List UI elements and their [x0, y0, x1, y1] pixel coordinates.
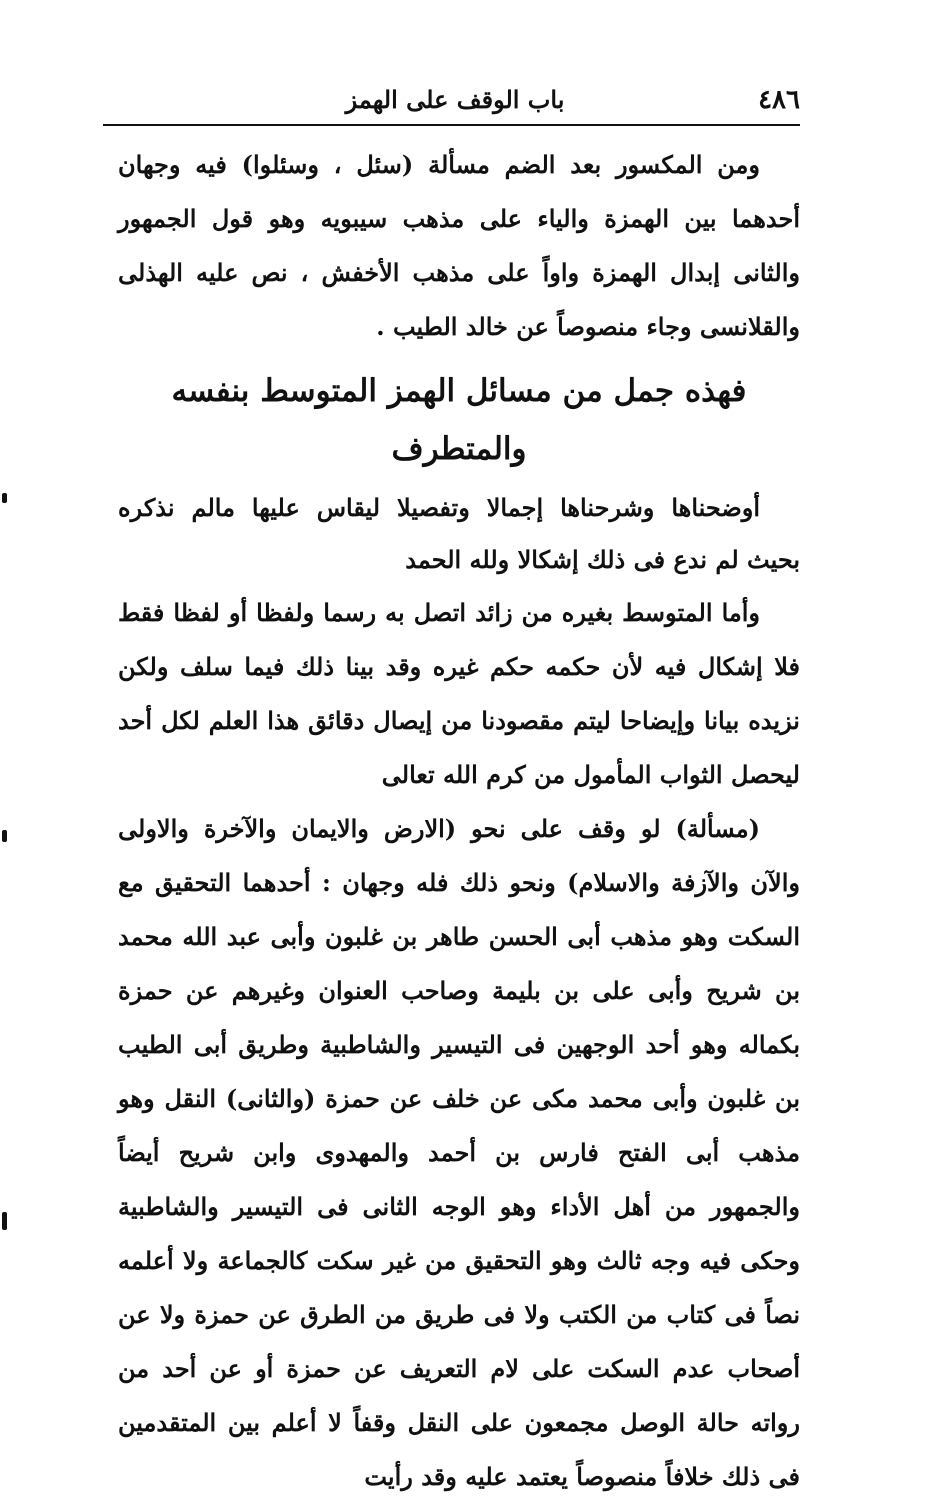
page-header: [110, 82, 800, 122]
margin-mark: [2, 493, 7, 503]
header-divider: [103, 124, 800, 126]
paragraph-masala-lam-tarif: (مسألة) لو وقف على نحو (الارض والايمان والآخرة والاولى والآن والآزفة والاسلام) ونحو ذلك فله وجهان : أحدهما التحقيق مع السكت وهو مذهب أبى الحسن طاهر بن غلبون وأبى عبد الله محمد بن شريح وأبى على بن بليمة وصاحب العنوان وغيرهم عن حمزة بكماله وهو أحد الوجهين فى التيسير والشاطبية وطريق أبى الطيب بن غلبون وأبى محمد مكى عن خلف عن حمزة (والثانى) النقل وهو مذهب أبى الفتح فارس بن أحمد والمهدوى وابن شريح أيضاً والجمهور من أهل الأداء وهو الوجه الثانى فى التيسير والشاطبية وحكى فيه وجه ثالث وهو التحقيق من غير سكت كالجماعة ولا أعلمه نصاً فى كتاب من الكتب ولا فى طريق من الطرق عن حمزة ولا عن أصحاب عدم السكت على لام التعريف عن حمزة أو عن أحد من رواته حالة الوصل مجمعون على النقل وقفاً لا أعلم بين المتقدمين فى ذلك خلافاً منصوصاً يعتمد عليه وقد رأيت: [118, 814, 801, 1491]
paragraph-maksur-mazmum: ومن المكسور بعد الضم مسألة (سئل ، وسئلوا) فيه وجهان أحدهما بين الهمزة والياء على مذهب سيبويه وهو قول الجمهور والثانى إبدال الهمزة واواً على مذهب الأخفش ، نص عليه الهذلى والقلانسى وجاء منصوصاً عن خالد الطيب .: [118, 150, 800, 341]
section-heading: فهذه جمل من مسائل الهمز المتوسط بنفسه والمتطرف: [171, 373, 747, 467]
margin-mark: [2, 830, 7, 842]
margin-mark: [2, 1212, 7, 1230]
page-number: ٤٨٦: [758, 85, 800, 115]
paragraph-summary: أوضحناها وشرحناها إجمالا وتفصيلا ليقاس عليها مالم نذكره بحيث لم ندع فى ذلك إشكالا ولله الحمد: [118, 493, 800, 574]
paragraph-mutawassit-bighayrihi: وأما المتوسط بغيره من زائد اتصل به رسما ولفظا أو لفظا فقط فلا إشكال فيه لأن حكمه حكم غيره وقد بينا ذلك فيما سلف ولكن نزيده بيانا وإيضاحا ليتم مقصودنا من إيصال دقائق هذا العلم لكل أحد ليحصل الثواب المأمول من كرم الله تعالى: [118, 598, 800, 789]
running-title: باب الوقف على الهمز: [345, 85, 565, 114]
page-body: [118, 138, 800, 1504]
